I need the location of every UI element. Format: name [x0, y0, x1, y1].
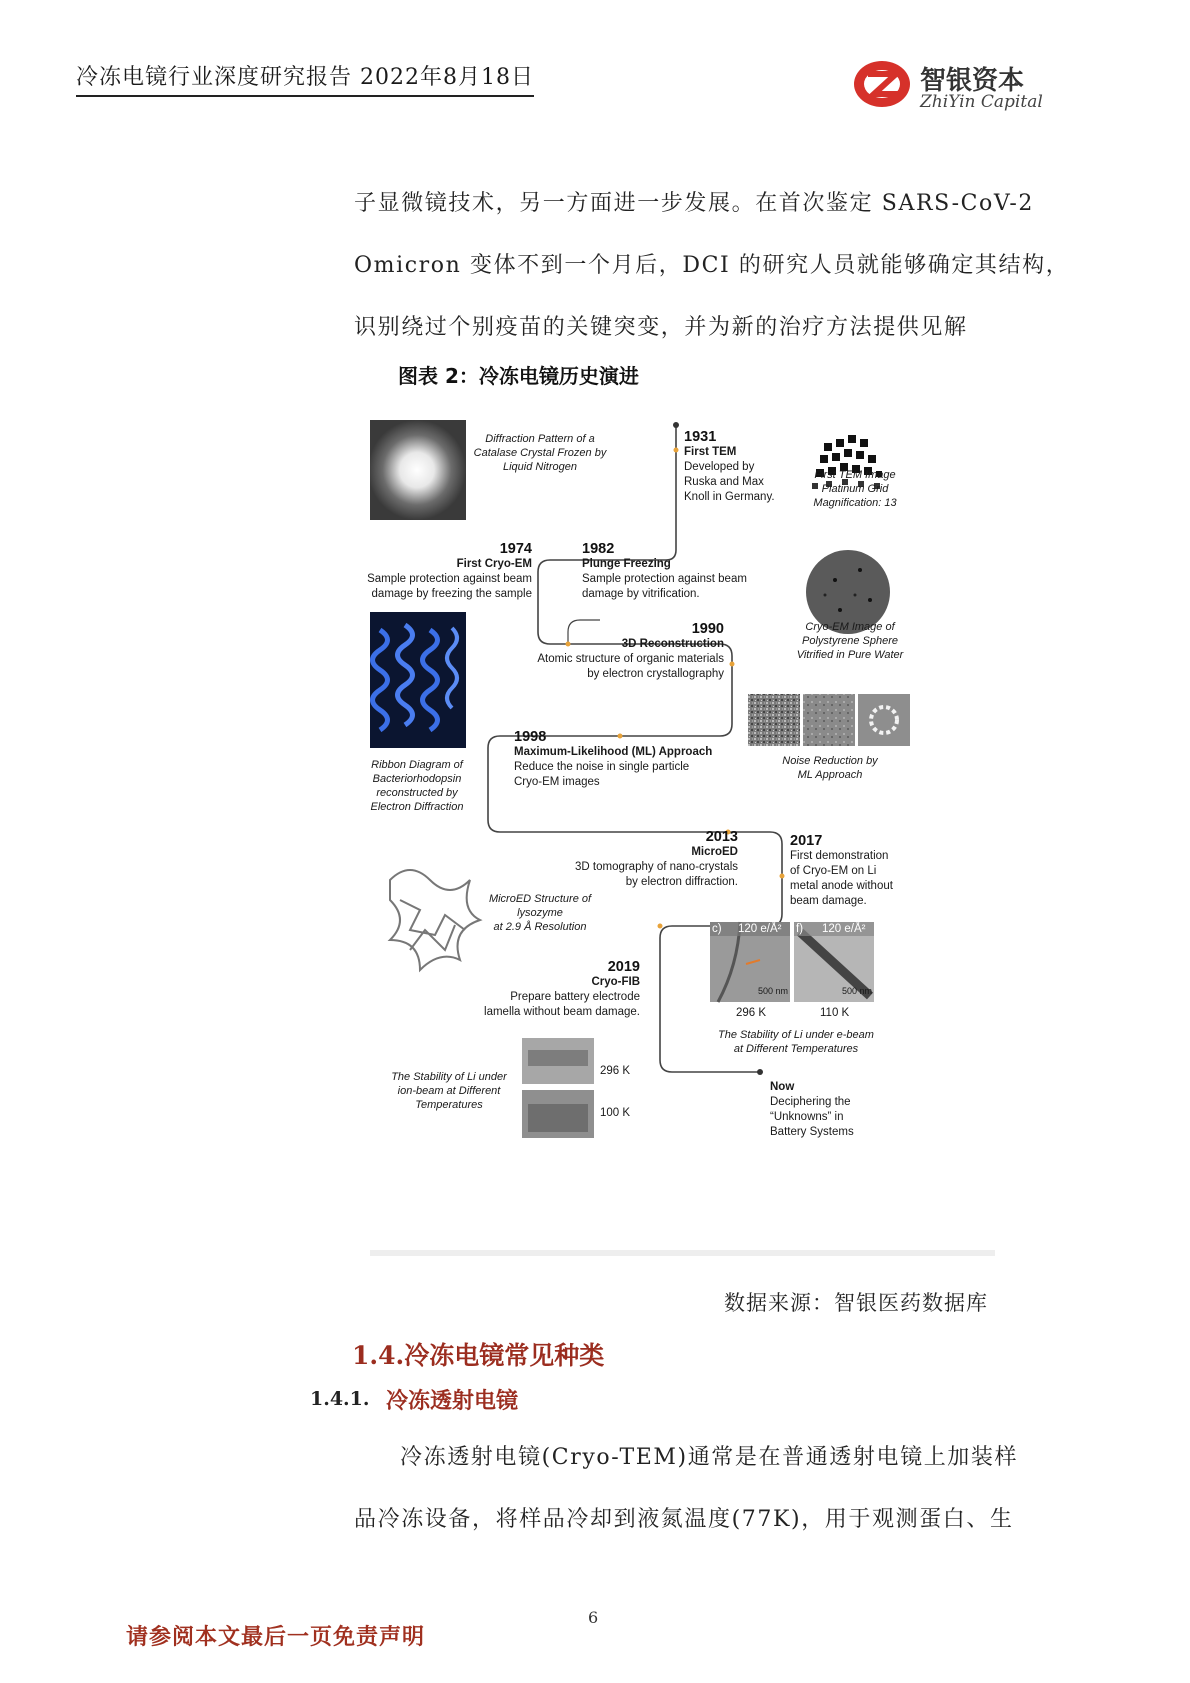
- caption-first-tem: First TEM Image Platinum Grid Magnification: 13: [813, 469, 897, 509]
- temp-296k-ion: 296 K: [600, 1065, 631, 1077]
- temp-296k-ebeam: 296 K: [736, 1007, 767, 1019]
- milestone-1982: 1982 Plunge Freezing Sample protection against beam damage by vitrification.: [582, 541, 747, 600]
- milestone-2013: 2013 MicroED 3D tomography of nano-crystals by electron diffraction.: [575, 829, 738, 888]
- dose-label-f: 120 e/Å²: [822, 923, 866, 935]
- caption-li-ionbeam: The Stability of Li under ion-beam at Different Temperatures: [391, 1071, 507, 1111]
- body-paragraph-line: 识别绕过个别疫苗的关键突变，并为新的治疗方法提供见解: [354, 315, 968, 340]
- disclaimer-note: 请参阅本文最后一页免责声明: [126, 1624, 426, 1650]
- milestone-1990: 1990 3D Reconstruction Atomic structure of organic materials by electron crystallography: [537, 621, 724, 680]
- caption-li-ebeam: The Stability of Li under e-beam at Different Temperatures: [718, 1029, 874, 1055]
- page-number: 6: [588, 1608, 599, 1627]
- microed-structure-image: [390, 870, 480, 970]
- scale-bar-f: 500 nm: [842, 986, 873, 996]
- logo-chinese-name: 智银资本: [920, 66, 1025, 96]
- panel-label-f: f): [796, 923, 804, 935]
- caption-microed: MicroED Structure of lysozyme at 2.9 Å Resolution: [488, 893, 592, 933]
- milestone-2017: 2017 First demonstration of Cryo-EM on Li metal anode without beam damage.: [790, 833, 893, 907]
- subsection-number: 1.4.1.: [310, 1388, 370, 1410]
- zhiyin-logo-icon: [852, 58, 914, 110]
- noise-image-1: [748, 694, 800, 746]
- milestone-2019: 2019 Cryo-FIB Prepare battery electrode lamella without beam damage.: [484, 959, 640, 1018]
- caption-noise: Noise Reduction by ML Approach: [782, 755, 878, 781]
- figure-bottom-border: [370, 1250, 995, 1256]
- caption-ribbon: Ribbon Diagram of Bacteriorhodopsin reconstructed by Electron Diffraction: [370, 759, 464, 813]
- subsection-heading: 冷冻透射电镜: [386, 1388, 519, 1414]
- caption-diffraction: Diffraction Pattern of a Catalase Crystal Frozen by Liquid Nitrogen: [473, 433, 607, 473]
- body-paragraph-line: Omicron 变体不到一个月后，DCI 的研究人员就能够确定其结构，: [354, 253, 1070, 278]
- figure-source: 数据来源：智银医药数据库: [724, 1291, 988, 1315]
- milestone-1998: 1998 Maximum-Likelihood (ML) Approach Reduce the noise in single particle Cryo-EM images: [514, 729, 713, 788]
- body-paragraph-line: 品冷冻设备，将样品冷却到液氮温度(77K)，用于观测蛋白、生: [354, 1507, 1014, 1532]
- panel-label-c: c): [712, 923, 722, 935]
- section-heading: 1.4.冷冻电镜常见种类: [352, 1341, 605, 1370]
- temp-100k: 100 K: [600, 1107, 631, 1119]
- figure-title: 图表 2：冷冻电镜历史演进: [398, 364, 639, 388]
- milestone-1931: 1931 First TEM Developed by Ruska and Max Knoll in Germany.: [684, 429, 775, 503]
- report-header-title: 冷冻电镜行业深度研究报告 2022年8月18日: [76, 60, 534, 97]
- diffraction-image: [370, 420, 466, 520]
- temp-110k: 110 K: [820, 1007, 850, 1019]
- logo-english-name: ZhiYin Capital: [920, 92, 1043, 112]
- dose-label-c: 120 e/Å²: [738, 923, 782, 935]
- milestone-1974: 1974 First Cryo-EM Sample protection against beam damage by freezing the sample: [367, 541, 532, 600]
- milestone-now: Now Deciphering the “Unknowns” in Battery Systems: [770, 1081, 854, 1138]
- caption-cryo-sphere: Cryo-EM Image of Polystyrene Sphere Vitrified in Pure Water: [796, 621, 904, 661]
- cryo-em-history-figure: [367, 420, 995, 1256]
- body-paragraph-line: 冷冻透射电镜(Cryo-TEM)通常是在普通透射电镜上加装样: [400, 1445, 1019, 1470]
- noise-image-2: [803, 694, 855, 746]
- noise-image-3: [858, 694, 910, 746]
- scale-bar-c: 500 nm: [758, 986, 789, 996]
- body-paragraph-line: 子显微镜技术，另一方面进一步发展。在首次鉴定 SARS-CoV-2: [354, 191, 1035, 216]
